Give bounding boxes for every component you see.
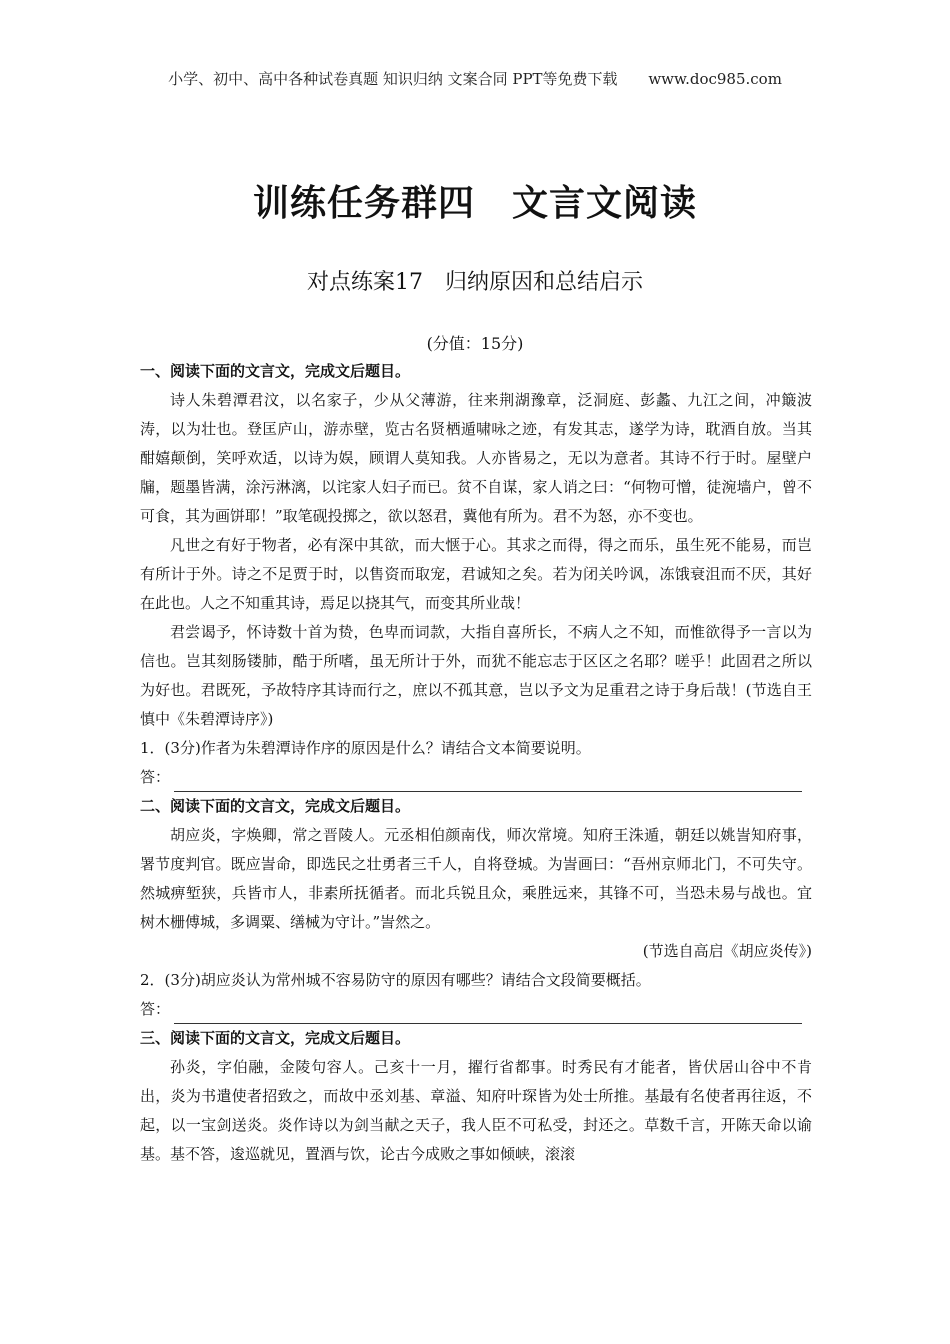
answer-2-line[interactable] [174,1005,802,1024]
header-text: 小学、初中、高中各种试卷真题 知识归纳 文案合同 PPT等免费下载 [168,70,618,88]
score-note: (分值：15分) [426,334,524,353]
header-site-link[interactable]: www.doc985.com [648,70,782,88]
question-2: 2．(3分)胡应炎认为常州城不容易防守的原因有哪些？请结合文段简要概括。 [140,971,651,989]
answer-2-label: 答： [140,1000,171,1018]
page-title: 训练任务群四 文言文阅读 [252,183,697,224]
page-subtitle: 对点练案17 归纳原因和总结启示 [307,270,643,295]
section-3-paragraph: 孙炎，字伯融，金陵句容人。己亥十一月，擢行省都事。时秀民有才能者，皆伏居山谷中不肯出，炎为书遣使者招致之，而故中丞刘基、章溢、知府叶琛皆为处士所推。基最有名使者再往返，不起，以一宝剑送炎。炎作诗以为剑当献之天子，我人臣不可私受，封还之。草数千言，开陈天命以谕基。基不答，逡巡就见，置酒与饮，论古今成败之事如倾峡，滚滚 [140,1058,812,1163]
section-2-paragraph: 胡应炎，字焕卿，常之晋陵人。元丞相伯颜南伐，师次常境。知府王洙遁，朝廷以姚訔知府事，署节度判官。既应訔命，即选民之壮勇者三千人，自将登城。为訔画曰：“吾州京师北门，不可失守。然城痹堑狭，兵皆市人，非素所抚循者。而北兵锐且众，乘胜远来，其锋不可，当恐未易与战也。宜树木栅傅城，多调粟、缮械为守计。”訔然之。 [140,826,812,931]
question-1: 1．(3分)作者为朱碧潭诗作序的原因是什么？请结合文本简要说明。 [140,739,591,757]
answer-1-line[interactable] [174,773,802,792]
section-3-heading: 三、阅读下面的文言文，完成文后题目。 [140,1029,411,1047]
answer-1-label: 答： [140,768,171,786]
document-body [140,357,812,1169]
page-header [0,68,950,89]
section-2-heading: 二、阅读下面的文言文，完成文后题目。 [140,797,411,815]
section-1-paragraph: 君尝谒予，怀诗数十首为贽，色卑而词款，大指自喜所长，不病人之不知，而惟欲得予一言以为信也。岂其刻肠镂肺，酷于所嗜，虽无所计于外，而犹不能忘志于区区之名耶？嗟乎！此固君之所以为好也。君既死，予故特序其诗而行之，庶以不孤其意，岂以予文为足重君之诗于身后哉！(节选自王慎中《朱碧潭诗序》) [140,623,812,728]
answer-1 [140,763,812,792]
section-1-paragraph: 凡世之有好于物者，必有深中其欲，而大惬于心。其求之而得，得之而乐，虽生死不能易，而岂有所计于外。诗之不足贾于时，以售资而取宠，君诚知之矣。若为闭关吟讽，冻饿衰沮而不厌，其好在此也。人之不知重其诗，焉足以挠其气，而变其所业哉！ [140,536,812,612]
answer-2 [140,995,812,1024]
section-1-heading: 一、阅读下面的文言文，完成文后题目。 [140,362,411,380]
section-1-paragraph: 诗人朱碧潭君汶，以名家子，少从父薄游，往来荆湖豫章，泛洞庭、彭蠡、九江之间，冲簸波涛，以为壮也。登匡庐山，游赤壁，览古名贤栖遁啸咏之迹，有发其志，遂学为诗，耽酒自放。当其酣嬉颠倒，笑呼欢适，以诗为娱，顾谓人莫知我。人亦皆易之，无以为意者。其诗不行于时。屋壁户牖，题墨皆满，涂污淋漓，以诧家人妇子而已。贫不自谋，家人诮之曰：“何物可憎，徒涴墙户，曾不可食，其为画饼耶！”取笔砚投掷之，欲以怒君，冀他有所为。君不为怒，亦不变也。 [140,391,812,525]
section-2-source: (节选自高启《胡应炎传》) [642,942,812,960]
